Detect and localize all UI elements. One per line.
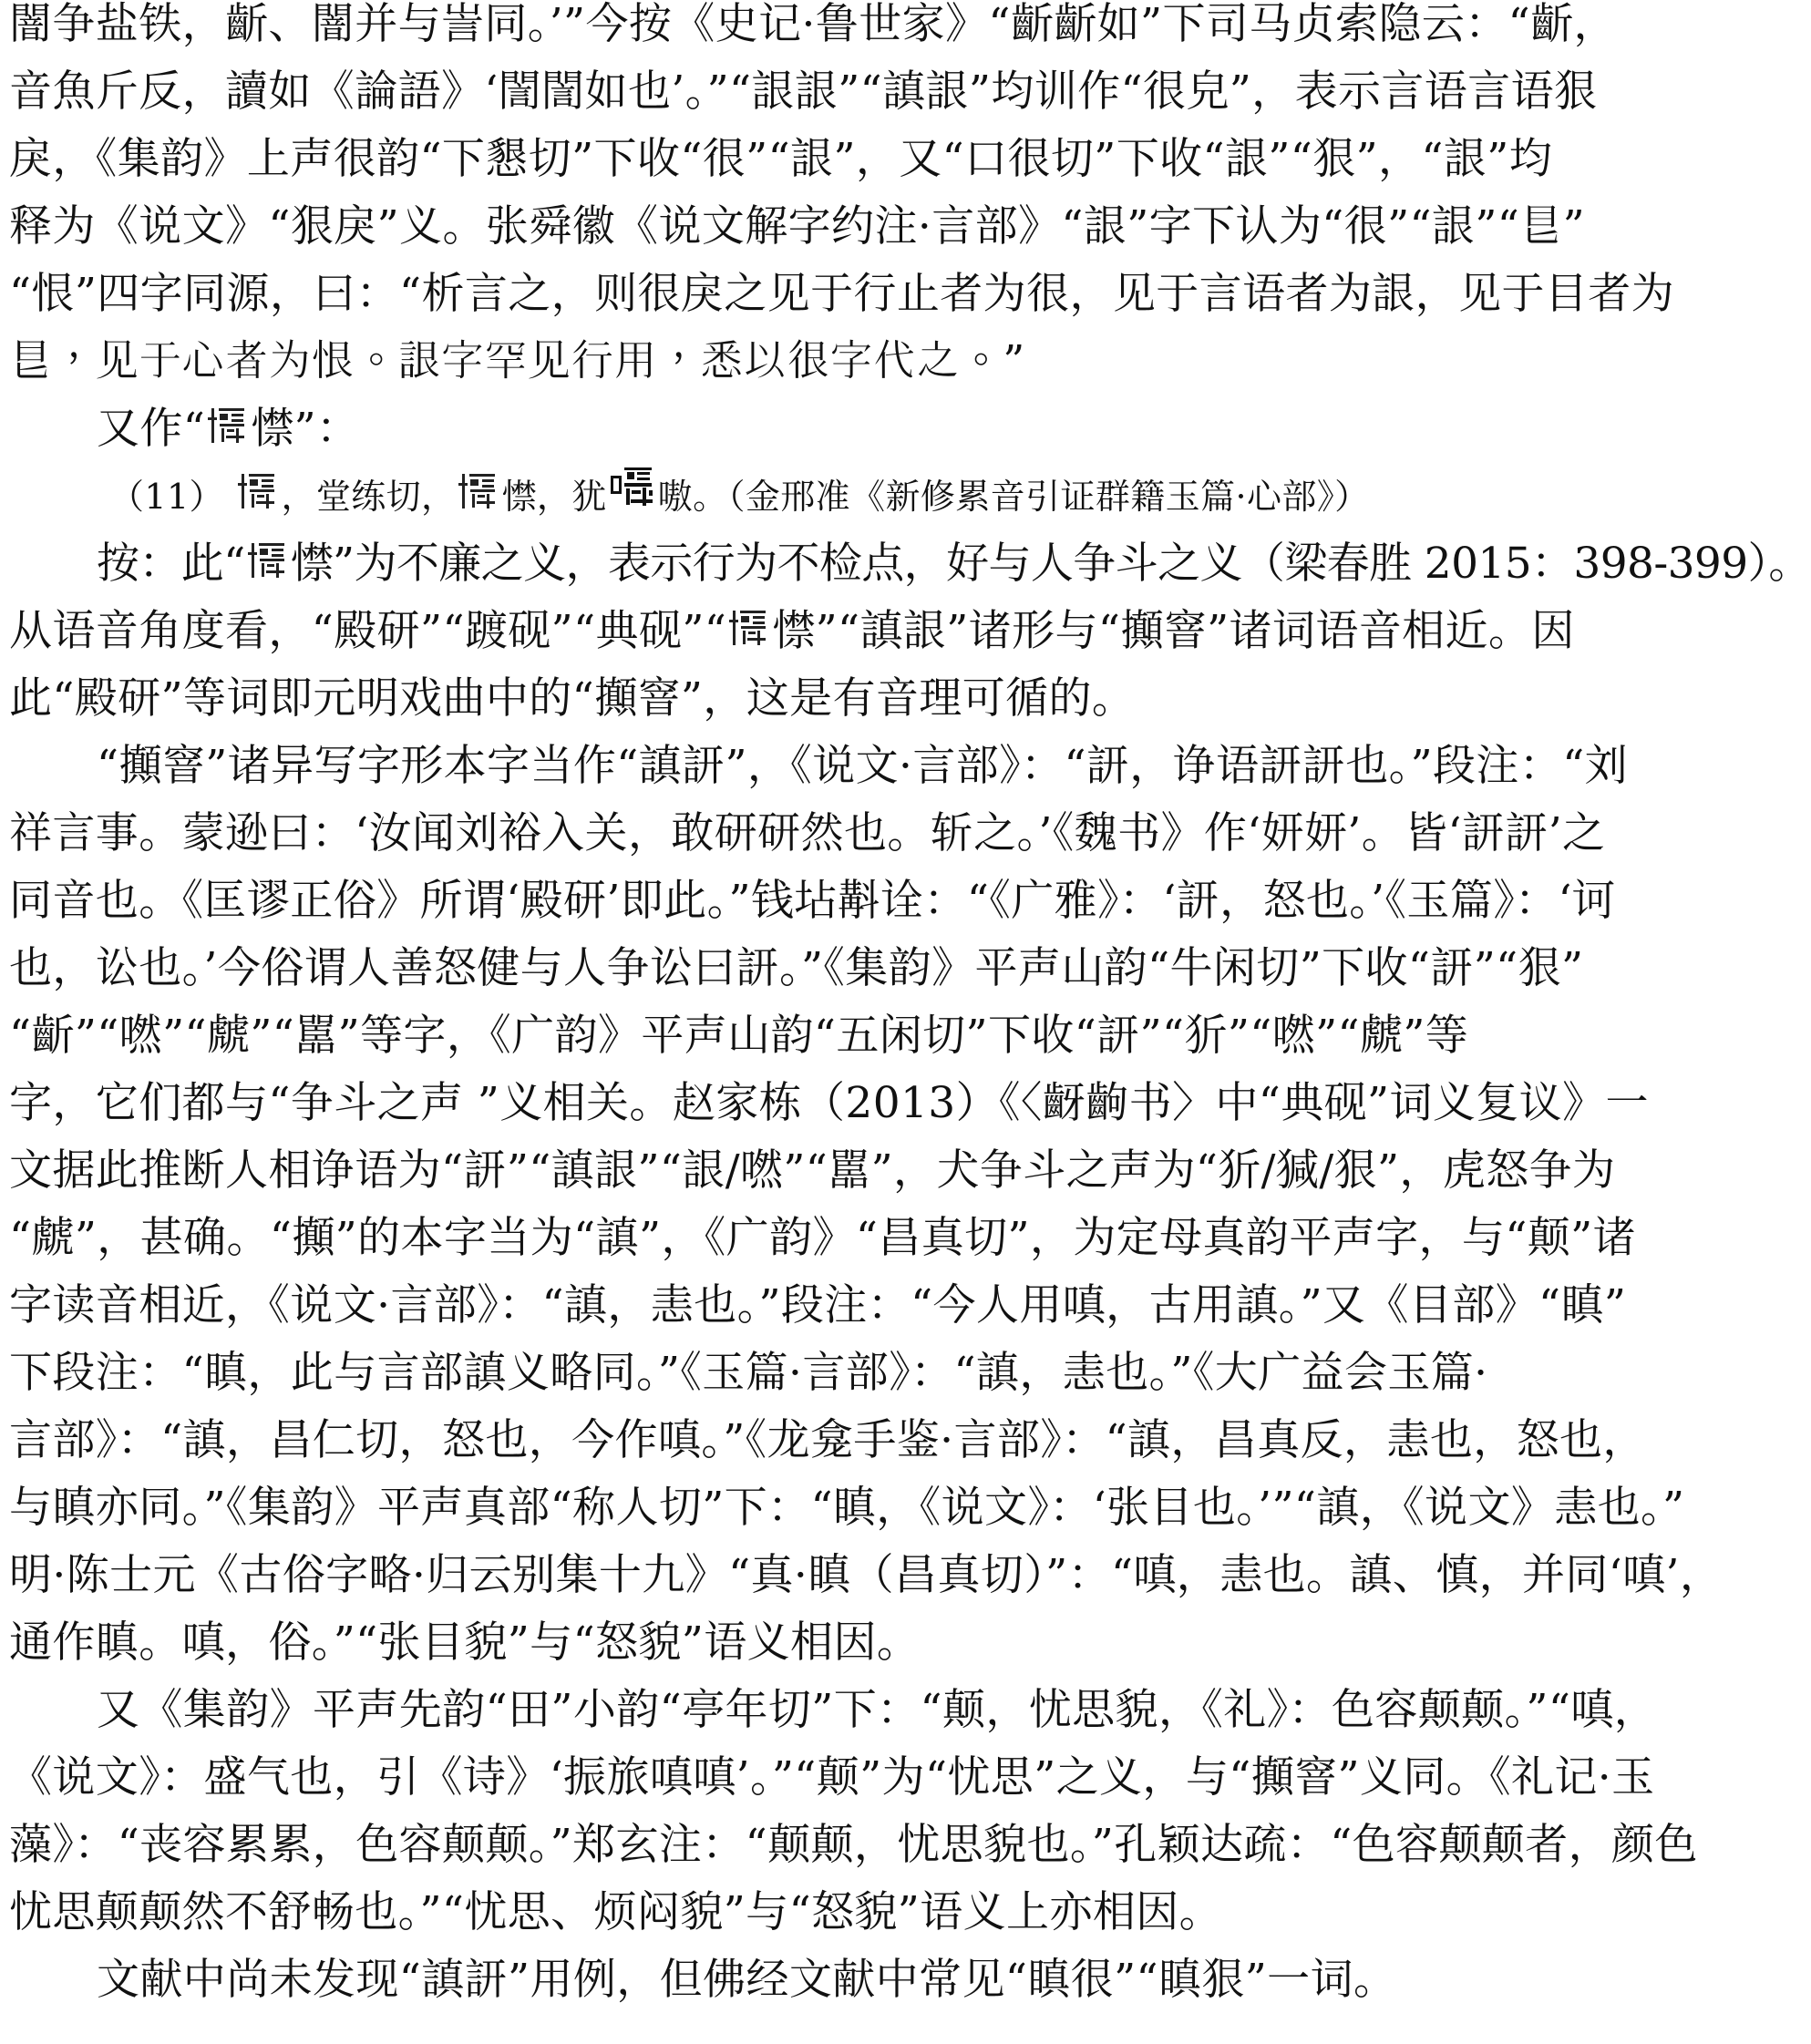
text-line: 文据此推断人相诤语为“訮”“謓詪”“詪/嘫”“嚚”，犬争斗之声为“㹞/㺂/狠”，虎怒争为	[9, 1145, 1616, 1196]
text-line: “虤”，甚确。“攧”的本字当为“謓”，《广韵》“昌真切”，为定母真韵平声字，与“颠”诸	[9, 1213, 1636, 1263]
text-line: 字读音相近，《说文·言部》：“謓，恚也。”段注：“今人用嗔，古用謓。”又《目部》“瞋”	[9, 1280, 1627, 1330]
text-line-note	[9, 598, 1600, 665]
text-line: 又《集韵》平声先韵“田”小韵“亭年切”下：“颠，忧思貌，《礼》：色容颠颠。”“嗔，	[97, 1685, 1658, 1735]
text-line: 𥃩，见于心者为恨。詪字罕见行用，悉以很字代之。”	[9, 336, 1025, 386]
rare-glyph-dian-icon	[247, 539, 289, 581]
text-segment: ，堂练切，	[281, 477, 457, 517]
text-segment: 又作“	[97, 404, 206, 454]
text-line-note: 此“殿研”等词即元明戏曲中的“攧窨”，这是有音理可循的。	[9, 673, 1136, 724]
text-line: 音魚斤反，讀如《論語》‘誾誾如也’。”“詪詪”“謓詪”均训作“很皃”，表示言语言语狠	[9, 67, 1598, 117]
rare-glyph-kou-icon	[609, 463, 656, 510]
text-line: 言部》：“謓，昌仁切，怒也，今作嗔。”《龙龛手鉴·言部》：“謓，昌真反，恚也，怒也，	[9, 1415, 1646, 1465]
text-segment: 㦗”：	[251, 404, 360, 454]
text-line: 也，讼也。’今俗谓人善怒健与人争讼曰訮。”《集韵》平声山韵“牛闲切”下收“訮”“狠”	[9, 943, 1584, 993]
example-line	[9, 463, 1600, 530]
text-line-variant-form	[9, 395, 1600, 463]
text-line: 与瞋亦同。”《集韵》平声真部“称人切”下：“瞋，《说文》：‘张目也。’”“謓，《说文》恚也。”	[9, 1483, 1685, 1533]
text-line: 释为《说文》“狠戾”义。张舜徽《说文解字约注·言部》“詪”字下认为“很”“詪”“𥃩”	[9, 201, 1586, 252]
text-line: 通作瞋。嗔，俗。”“张目貌”与“怒貌”语义相因。	[9, 1618, 921, 1668]
text-segment: 㦗”为不廉之义，表示行为不检点，好与人争斗之义（梁春胜 2015：398-399）。	[290, 539, 1811, 589]
text-line: 闇争盐铁，齗、闇并与訔同。’”今按《史记·鲁世家》“齗齗如”下司马贞索隐云：“齗，	[9, 0, 1617, 49]
text-segment: 㦗，犹	[501, 477, 607, 517]
text-segment: 从语音角度看，“殿研”“踱砚”“典砚”“	[9, 606, 727, 656]
text-segment: 㦗”“謓詪”诸形与“攧窨”诸词语音相近。因	[772, 606, 1575, 656]
text-segment: 按：此“	[97, 539, 245, 589]
text-line: “恨”四字同源，曰：“析言之，则很戾之见于行止者为很，见于言语者为詪，见于目者为	[9, 269, 1675, 319]
text-line: 戾，《集韵》上声很韵“下懇切”下收“很”“詪”，又“口很切”下收“詪”“狠”，“詪”均	[9, 134, 1553, 184]
text-line-note	[9, 530, 1811, 598]
text-line: “齗”“嘫”“虤”“嚚”等字，《广韵》平声山韵“五闲切”下收“訮”“㹞”“嘫”“虤”等	[9, 1011, 1469, 1061]
text-line: 字，它们都与“争斗之声 ”义相关。赵家栋（2013）《〈齖齣书〉中“典砚”词义复议》一	[9, 1078, 1649, 1128]
text-line: 《说文》：盛气也，引《诗》‘振旅嗔嗔’。”“颠”为“忧思”之义，与“攧窨”义同。《礼记·玉	[9, 1752, 1655, 1803]
text-line: 文献中尚未发现“謓訮”用例，但佛经文献中常见“瞋很”“瞋狠”一词。	[97, 1955, 1397, 2005]
rare-glyph-dian-icon	[207, 405, 249, 447]
text-line: 藻》：“丧容累累，色容颠颠。”郑玄注：“颠颠，忧思貌也。”孔颖达疏：“色容颠颠者，颜色	[9, 1820, 1698, 1870]
text-line: 明·陈士元《古俗字略·归云别集十九》“真·瞋（昌真切）”：“嗔，恚也。謓、慎，并同‘嗔’，	[9, 1550, 1724, 1600]
rare-glyph-dian-icon	[728, 607, 770, 649]
text-line: “攧窨”诸异写字形本字当作“謓訮”，《说文·言部》：“訮，诤语訮訮也。”段注：“刘	[97, 741, 1629, 791]
text-segment: 嗷。（金邢准《新修累音引证群籍玉篇·心部》）	[657, 477, 1370, 517]
rare-glyph-dian-icon	[458, 470, 499, 512]
rare-glyph-dian-icon	[237, 470, 279, 512]
text-line: 祥言事。蒙逊曰：‘汝闻刘裕入关，敢研研然也。斩之。’《魏书》作‘妍妍’。皆‘訮訮’之	[9, 808, 1606, 858]
text-line: 忧思颠颠然不舒畅也。”“忧思、烦闷貌”与“怒貌”语义上亦相因。	[9, 1887, 1223, 1937]
text-line: 同音也。《匡谬正俗》所谓‘殿研’即此。”钱坫斠诠：“《广雅》：‘訮，怒也。’《玉篇》：‘诃	[9, 876, 1616, 926]
example-number: （11）	[109, 477, 224, 517]
text-line: 下段注：“瞋，此与言部謓义略同。”《玉篇·言部》：“謓，恚也。”《大广益会玉篇·	[9, 1348, 1488, 1398]
